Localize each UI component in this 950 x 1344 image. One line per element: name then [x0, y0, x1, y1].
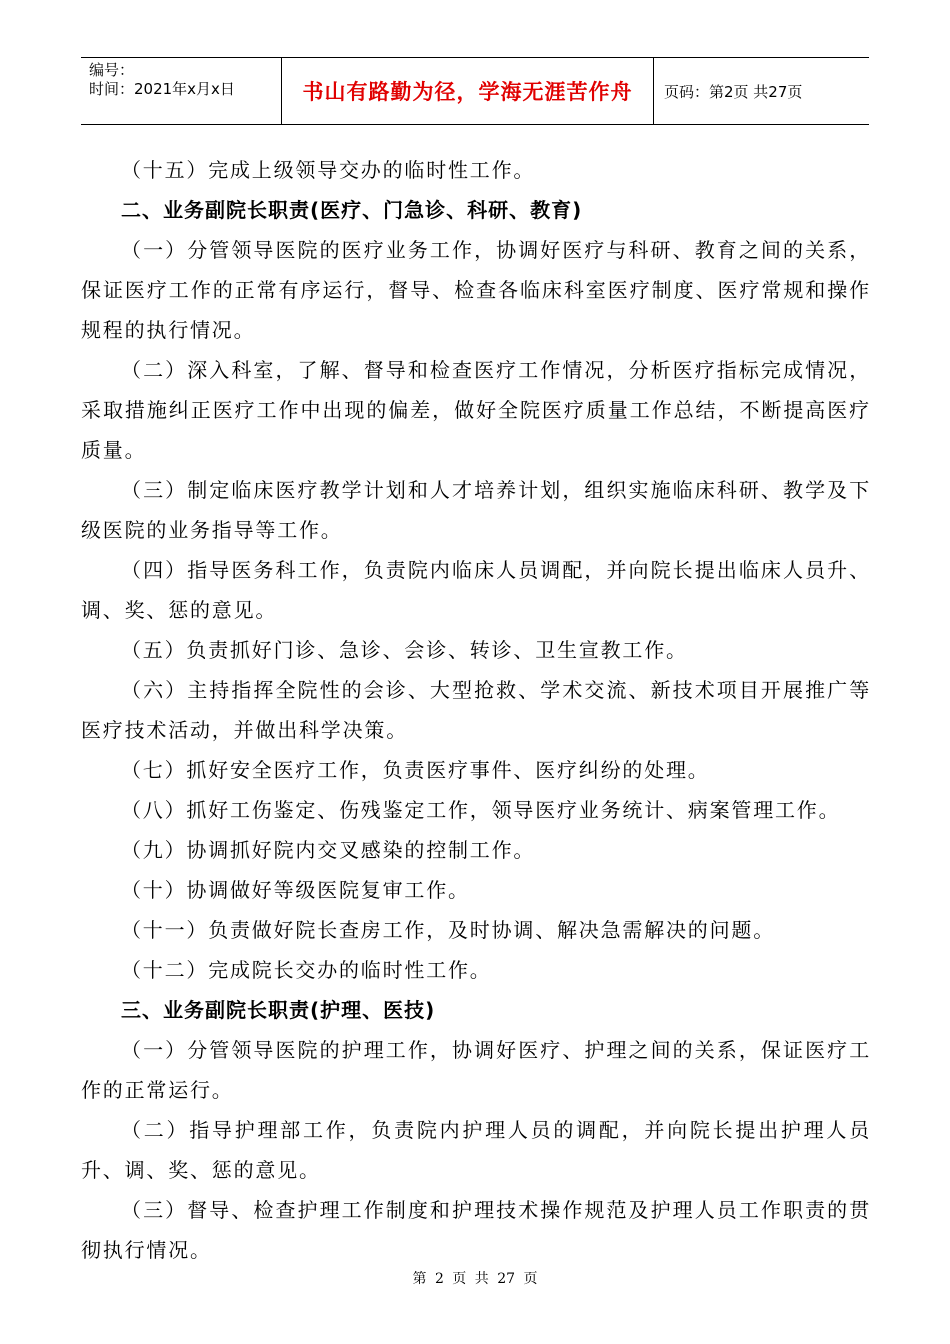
paragraph: （三）制定临床医疗教学计划和人才培养计划，组织实施临床科研、教学及下级医院的业务指导等工作。	[81, 478, 871, 542]
document-number-label: 编号：	[89, 61, 135, 79]
paragraph: （十）协调做好等级医院复审工作。	[121, 878, 470, 902]
header-page-code: 页码：第2页 共27页	[664, 82, 803, 101]
paragraph: （八）抓好工伤鉴定、伤残鉴定工作，领导医疗业务统计、病案管理工作。	[121, 798, 841, 822]
document-time-label: 时间：2021年x月x日	[89, 80, 235, 98]
paragraph: （十五）完成上级领导交办的临时性工作。	[121, 158, 536, 182]
header-motto: 书山有路勤为径，学海无涯苦作舟	[281, 58, 654, 124]
paragraph: （五）负责抓好门诊、急诊、会诊、转诊、卫生宣教工作。	[121, 638, 688, 662]
paragraph: （十一）负责做好院长查房工作，及时协调、解决急需解决的问题。	[121, 918, 775, 942]
section-heading: 三、业务副院长职责(护理、医技)	[121, 998, 436, 1022]
section-heading: 二、业务副院长职责(医疗、门急诊、科研、教育)	[121, 198, 583, 222]
document-body	[81, 150, 871, 1270]
paragraph: （十二）完成院长交办的临时性工作。	[121, 958, 492, 982]
paragraph: （一）分管领导医院的护理工作，协调好医疗、护理之间的关系，保证医疗工作的正常运行。	[81, 1038, 871, 1102]
paragraph: （七）抓好安全医疗工作，负责医疗事件、医疗纠纷的处理。	[121, 758, 710, 782]
header-left-cell	[81, 58, 281, 124]
paragraph: （一）分管领导医院的医疗业务工作，协调好医疗与科研、教育之间的关系，保证医疗工作的正常有序运行，督导、检查各临床科室医疗制度、医疗常规和操作规程的执行情况。	[81, 238, 871, 342]
paragraph: （六）主持指挥全院性的会诊、大型抢救、学术交流、新技术项目开展推广等医疗技术活动，并做出科学决策。	[81, 678, 871, 742]
paragraph: （四）指导医务科工作，负责院内临床人员调配，并向院长提出临床人员升、调、奖、惩的意见。	[81, 558, 871, 622]
paragraph: （二）深入科室，了解、督导和检查医疗工作情况，分析医疗指标完成情况，采取措施纠正医疗工作中出现的偏差，做好全院医疗质量工作总结，不断提高医疗质量。	[81, 358, 871, 462]
paragraph: （二）指导护理部工作，负责院内护理人员的调配，并向院长提出护理人员升、调、奖、惩的意见。	[81, 1118, 871, 1182]
paragraph: （九）协调抓好院内交叉感染的控制工作。	[121, 838, 536, 862]
page-footer: 第 2 页 共 27 页	[412, 1271, 538, 1287]
paragraph: （三）督导、检查护理工作制度和护理技术操作规范及护理人员工作职责的贯彻执行情况。	[81, 1198, 871, 1262]
page-header	[81, 57, 869, 125]
